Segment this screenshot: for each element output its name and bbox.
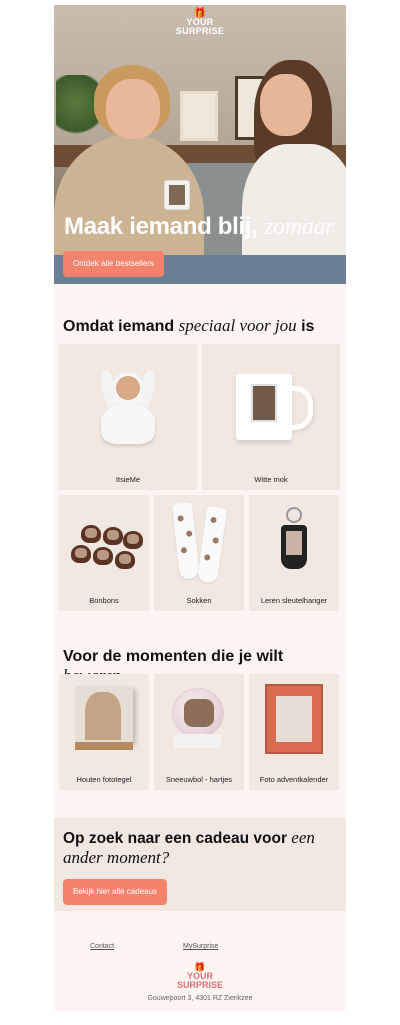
section-moments-title [54,611,346,674]
footer-logo-line1: YOUR [186,971,213,981]
mug-icon [236,374,292,440]
product-grid-bottom [54,490,346,611]
bestsellers-button[interactable]: Ontdek alle bestsellers [63,251,164,277]
footer-link-mysurprise[interactable]: MySurprise [183,943,219,950]
bonbons-icon [67,525,143,575]
snow-globe-icon [168,688,228,750]
cta-title-italic: een ander moment? [63,828,315,867]
socks-icon [172,503,228,583]
email-body [54,5,346,1011]
cta-block [54,818,346,911]
footer-logo-line2: SURPRISE [176,980,223,990]
section-special-title-start: Omdat iemand [63,318,179,335]
product-label: Sokken [186,596,212,605]
footer [54,911,346,1011]
product-label: ItsieMe [115,475,141,484]
tile-stand [75,742,133,750]
product-card-sneeuwbol[interactable] [154,674,244,790]
section-special-title-italic: speciaal voor jou [178,316,297,335]
hero-title [64,213,334,241]
product-label: Leren sleutelhanger [260,596,328,605]
section-special-title-end: is [296,318,315,335]
product-card-bonbons[interactable] [59,495,149,611]
cta-title [63,828,337,868]
footer-link-contact[interactable]: Contact [90,943,115,950]
hero-mug [164,180,190,210]
logo-text-line2: SURPRISE [175,26,225,36]
hero-banner[interactable] [54,5,346,284]
gift-icon: 🎁 [193,8,207,19]
hero-person-right [232,60,346,284]
product-card-itsieme[interactable] [59,344,197,490]
advent-calendar-icon [265,684,323,754]
footer-address: Gouwepoort 3, 4301 RZ Zierikzee [147,995,253,1002]
logo-text-line1: YOUR [186,17,214,27]
footer-logo[interactable] [54,963,346,990]
product-label: Sneeuwbol - hartjes [165,775,233,784]
section-moments-title-plain: Voor de momenten die je wilt [63,648,284,665]
moments-grid [54,674,346,790]
keychain-icon [279,507,309,577]
product-card-sleutelhanger[interactable] [249,495,339,611]
product-card-witte-mok[interactable] [202,344,340,490]
hero-title-italic: zomaar [264,214,335,240]
product-card-fototegel[interactable] [59,674,149,790]
all-gifts-button[interactable]: Bekijk hier alle cadeaus [63,879,167,905]
product-card-adventkalender[interactable] [249,674,339,790]
hero-title-plain: Maak iemand blij, [64,213,264,240]
product-grid-top [54,344,346,490]
gift-icon: 🎁 [194,962,206,972]
product-label: Bonbons [89,596,119,605]
brand-logo[interactable] [54,9,346,36]
product-card-sokken[interactable] [154,495,244,611]
section-special-title [54,284,346,344]
bunny-toy-icon [93,368,163,444]
product-label: Witte mok [254,475,288,484]
product-label: Foto adventkalender [259,775,329,784]
photo-tile-icon [75,686,133,742]
cta-title-plain: Op zoek naar een cadeau voor [63,830,292,847]
product-label: Houten fototegel [76,775,132,784]
